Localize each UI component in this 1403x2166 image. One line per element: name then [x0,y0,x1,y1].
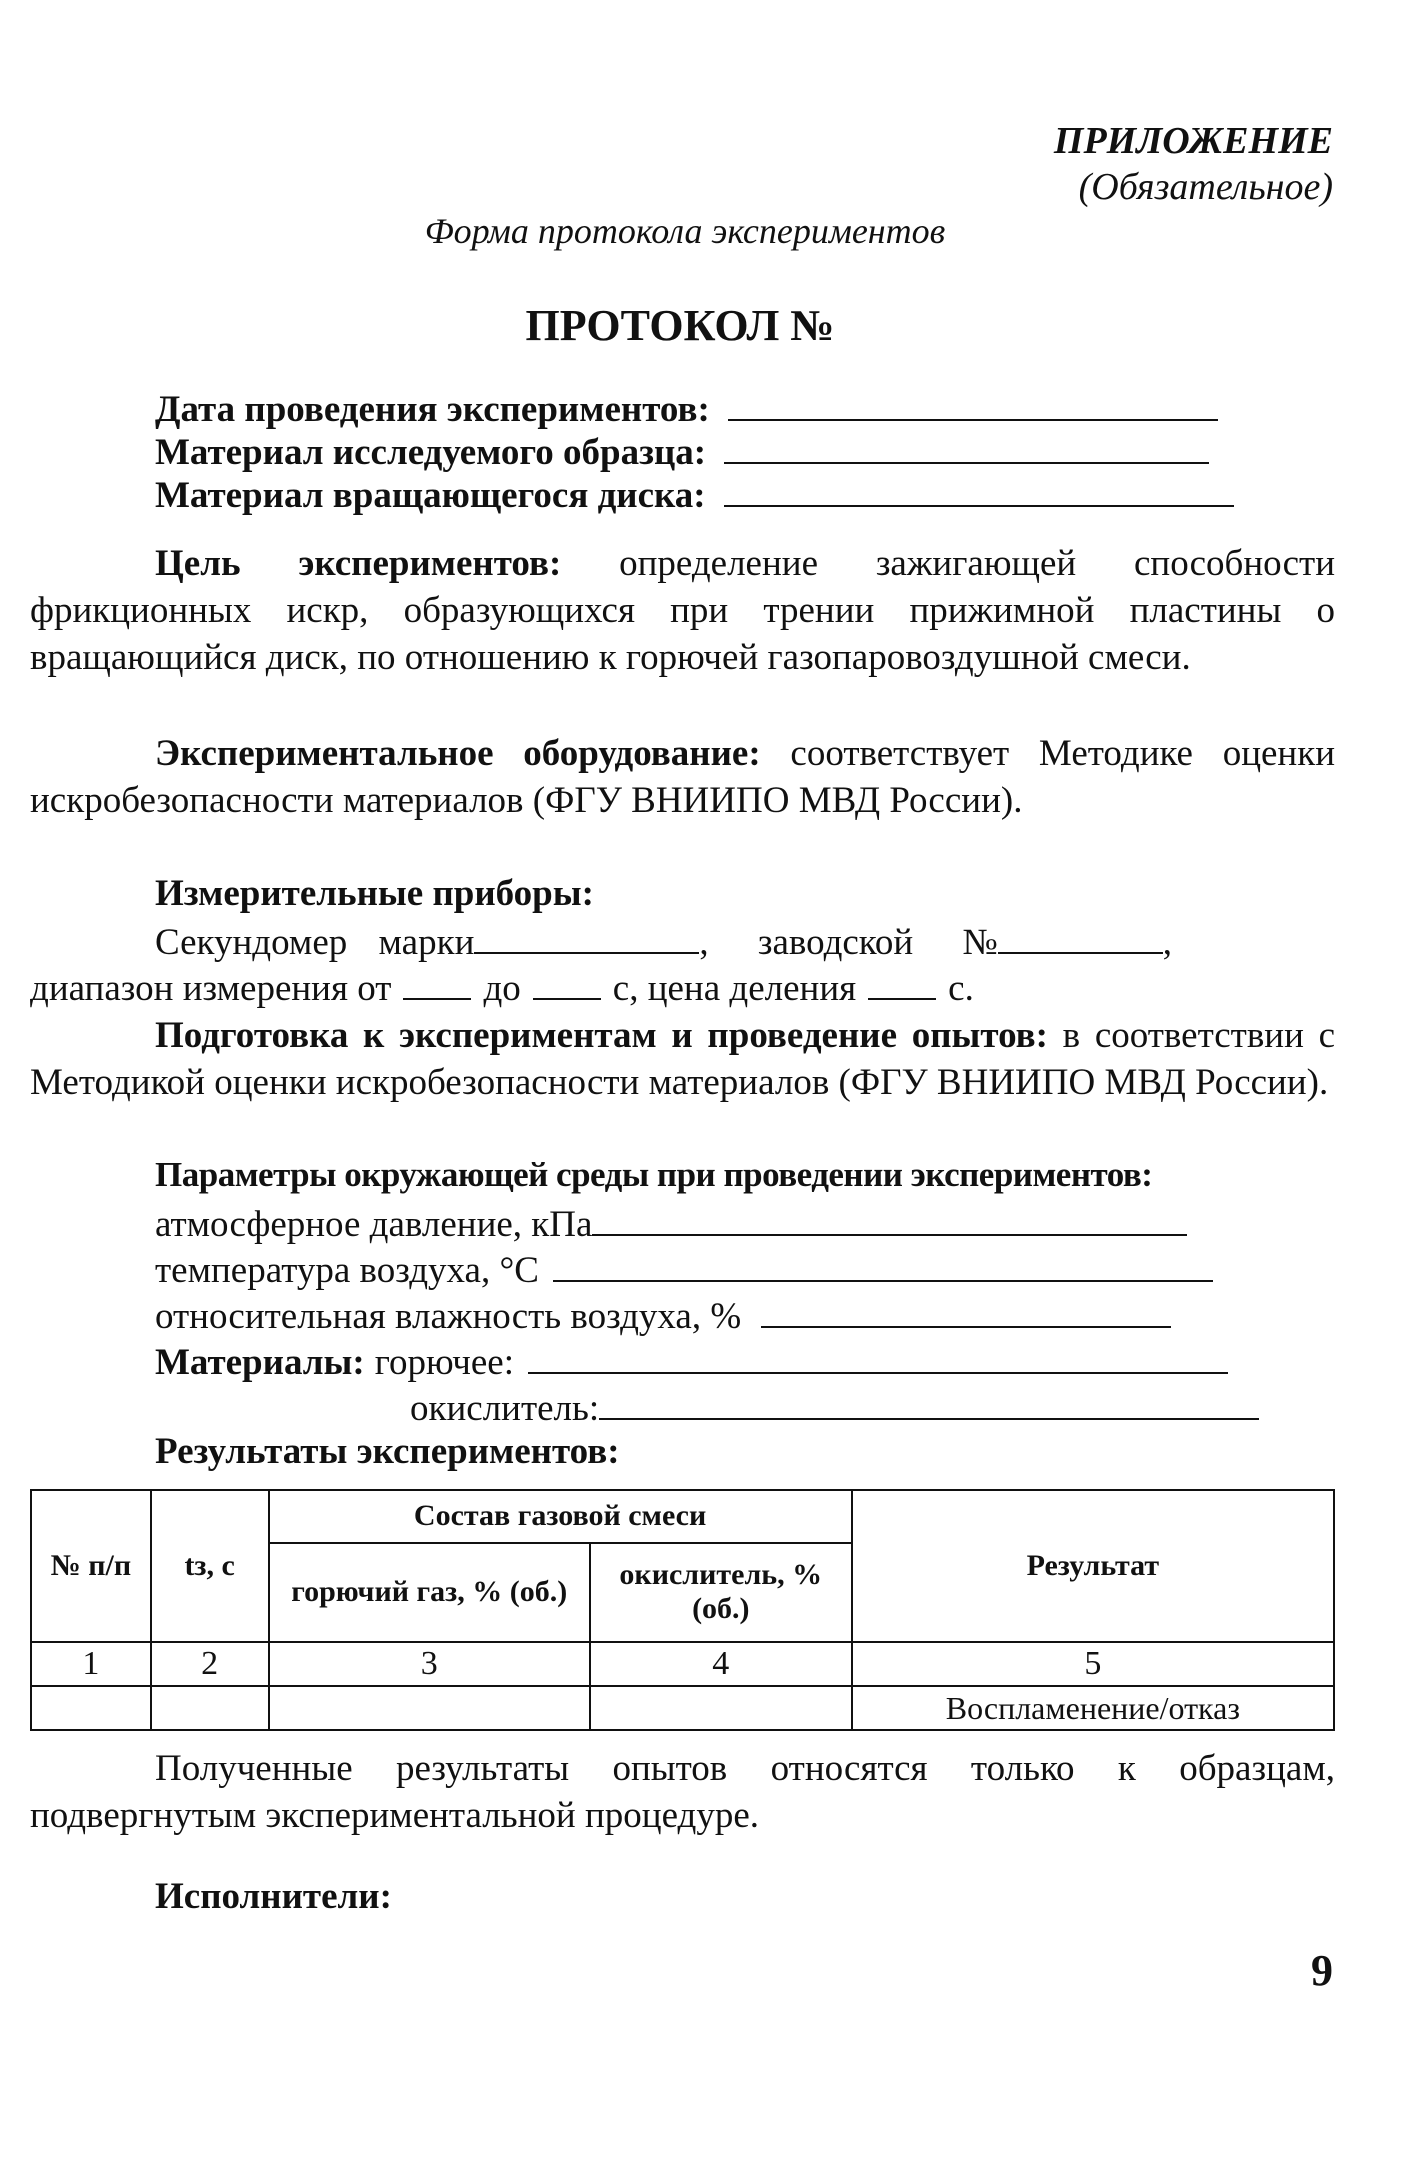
preparation-paragraph [30,1012,1335,1106]
index-cell: 1 [31,1642,151,1686]
unit-s: с. [948,968,974,1009]
sample-field-row [155,428,1209,474]
comma: , [1162,922,1173,963]
stopwatch-row [155,918,1172,964]
temperature-blank[interactable] [553,1246,1213,1282]
conclusion-paragraph [30,1745,1335,1839]
col-result-header: Результат [852,1490,1334,1642]
disk-label: Материал вращающегося диска: [155,475,706,516]
equipment-label: Экспериментальное оборудование: [155,733,761,774]
index-cell: 5 [852,1642,1334,1686]
humidity-blank[interactable] [761,1292,1171,1328]
col-num-header: № п/п [31,1490,151,1642]
col-fuel-header: горючий газ, % (об.) [269,1543,590,1642]
pressure-blank[interactable] [592,1200,1187,1236]
range-row [30,964,974,1010]
index-cell: 4 [590,1642,852,1686]
executors-label: Исполнители: [155,1876,392,1917]
price-blank[interactable] [868,964,936,1000]
appendix-note: (Обязательное) [1078,166,1333,208]
sample-blank[interactable] [724,428,1209,464]
page-number: 9 [1311,1946,1333,1995]
preparation-text: в соответствии с Методикой оценки искробезопасности материалов (ФГУ ВНИИПО МВД России). [30,1015,1335,1103]
materials-label: Материалы: [155,1342,365,1383]
goal-label: Цель экспериментов: [155,543,562,584]
disk-blank[interactable] [724,471,1234,507]
price-label: с, цена деления [612,968,857,1009]
fuel-label: горючее: [374,1342,514,1383]
humidity-label: относительная влажность воздуха, % [155,1296,742,1337]
col-oxidizer-header: окислитель, % (об.) [590,1543,852,1642]
factory-number-blank[interactable] [998,918,1163,954]
stopwatch-model-blank[interactable] [474,918,699,954]
range-from-blank[interactable] [403,964,471,1000]
conclusion-text: Полученные результаты опытов относятся только к образцам, подвергнутым экспериментальной процедуре. [30,1748,1335,1836]
col-group-header: Состав газовой смеси [269,1490,852,1543]
environment-label: Параметры окружающей среды при проведении экспериментов: [155,1155,1153,1194]
blank-cell[interactable] [590,1686,852,1730]
fuel-row [155,1338,1228,1384]
oxidizer-label: окислитель: [410,1388,600,1429]
stopwatch-label: Секундомер марки [155,922,475,963]
humidity-row [155,1292,1171,1338]
index-row [31,1642,1334,1686]
appendix-title: ПРИЛОЖЕНИЕ [1053,120,1333,162]
pressure-row [155,1200,1187,1246]
result-cell: Воспламенение/отказ [852,1686,1334,1730]
preparation-label: Подготовка к экспериментам и проведение опытов: [155,1015,1048,1056]
date-field-row [155,385,1218,431]
range-to-blank[interactable] [533,964,601,1000]
sample-label: Материал исследуемого образца: [155,432,707,473]
col-time-header: tз, с [151,1490,269,1642]
temperature-row [155,1246,1213,1292]
oxidizer-row [410,1384,1259,1430]
blank-cell[interactable] [31,1686,151,1730]
results-label: Результаты экспериментов: [155,1431,620,1472]
factory-number-label: , заводской № [699,922,998,963]
goal-paragraph [30,540,1335,681]
index-cell: 3 [269,1642,590,1686]
equipment-text: соответствует Методике оценки искробезопасности материалов (ФГУ ВНИИПО МВД России). [30,733,1335,821]
form-title: Форма протокола экспериментов [424,211,946,251]
oxidizer-blank[interactable] [599,1384,1259,1420]
blank-cell[interactable] [151,1686,269,1730]
goal-text: определение зажигающей способности фрикционных искр, образующихся при трении прижимной пластины о вращающийся диск, по отношению к горючей газопаровоздушной смеси. [30,543,1335,678]
fuel-blank[interactable] [528,1338,1228,1374]
blank-row [31,1686,1334,1730]
results-table [30,1489,1335,1731]
equipment-paragraph [30,730,1335,824]
index-cell: 2 [151,1642,269,1686]
instruments-label: Измерительные приборы: [155,873,594,914]
appendix-header [1054,118,1333,210]
date-blank[interactable] [728,385,1218,421]
temperature-label: температура воздуха, °С [155,1250,539,1291]
disk-field-row [155,471,1234,517]
blank-cell[interactable] [269,1686,590,1730]
date-label: Дата проведения экспериментов: [155,389,710,430]
protocol-title: ПРОТОКОЛ № [525,301,835,350]
pressure-label: атмосферное давление, кПа [155,1204,593,1245]
range-from-label: диапазон измерения от [30,968,392,1009]
range-to-label: до [483,968,521,1009]
